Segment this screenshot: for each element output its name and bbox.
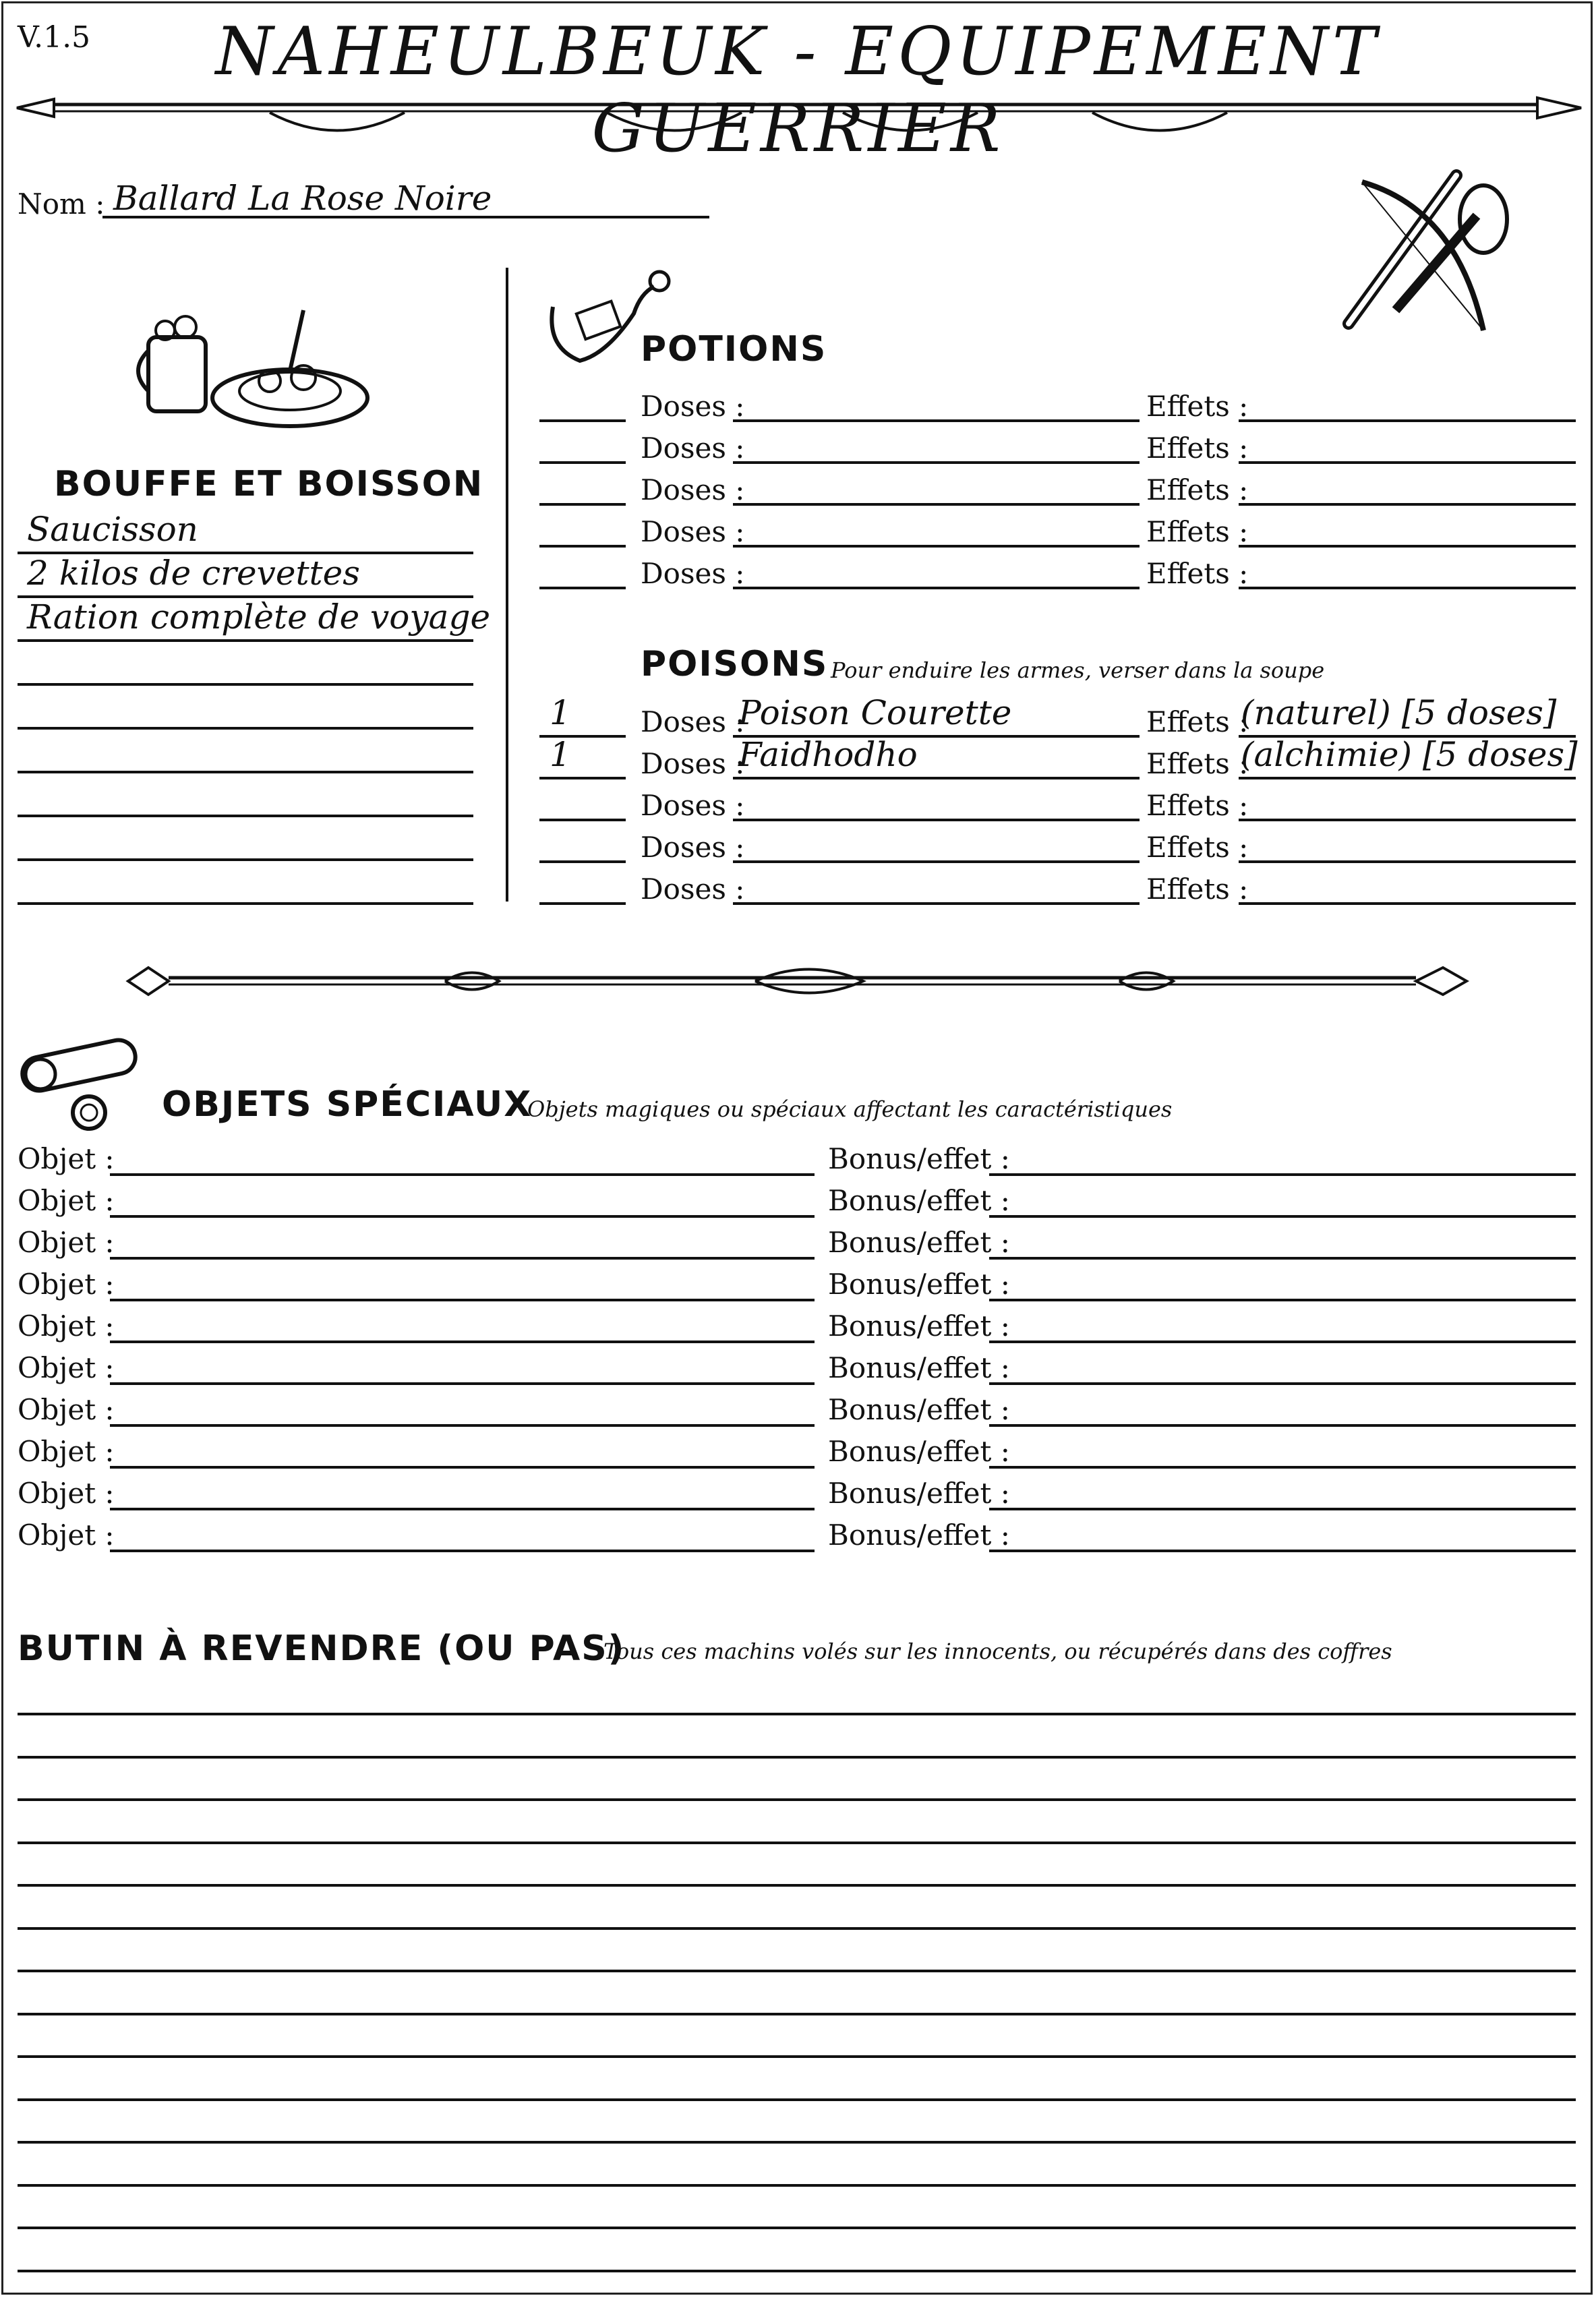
dose-qty[interactable]: 1	[550, 735, 571, 774]
dose-qty-line	[539, 860, 626, 863]
bonus-label: Bonus/effet :	[828, 1226, 1010, 1259]
dose-name-line	[733, 461, 1140, 464]
effets-label: Effets :	[1146, 432, 1249, 465]
butin-line[interactable]	[18, 2141, 1576, 2144]
bonus-line[interactable]	[989, 1466, 1576, 1469]
bonus-line[interactable]	[989, 1257, 1576, 1260]
bouffe-line	[18, 771, 473, 773]
effet-line	[1239, 587, 1576, 589]
page-title: NAHEULBEUK - EQUIPEMENT GUERRIER	[215, 13, 1381, 167]
objet-label: Objet :	[18, 1393, 115, 1426]
objet-label: Objet :	[18, 1477, 115, 1510]
objet-label: Objet :	[18, 1226, 115, 1259]
objet-label: Objet :	[18, 1142, 115, 1175]
doses-label: Doses :	[641, 789, 745, 822]
dose-qty-line	[539, 819, 626, 821]
dose-qty-line	[539, 587, 626, 589]
dose-qty-line	[539, 545, 626, 548]
bonus-label: Bonus/effet :	[828, 1519, 1010, 1552]
dose-qty-line	[539, 777, 626, 779]
bonus-line[interactable]	[989, 1299, 1576, 1301]
effets-label: Effets :	[1146, 873, 1249, 906]
effets-label: Effets :	[1146, 557, 1249, 590]
effets-label: Effets :	[1146, 515, 1249, 548]
objet-label: Objet :	[18, 1268, 115, 1301]
poisons-note: Pour enduire les armes, verser dans la soupe	[831, 657, 1325, 683]
bonus-line[interactable]	[989, 1424, 1576, 1427]
objets-note: Objets magiques ou spéciaux affectant les caractéristiques	[527, 1096, 1173, 1122]
doses-label: Doses :	[641, 473, 745, 506]
bouffe-item[interactable]: Ration complète de voyage	[27, 597, 491, 637]
objet-line[interactable]	[110, 1299, 815, 1301]
objet-line[interactable]	[110, 1466, 815, 1469]
butin-line[interactable]	[18, 2013, 1576, 2015]
effets-label: Effets :	[1146, 789, 1249, 822]
butin-line[interactable]	[18, 2055, 1576, 2058]
effet-line	[1239, 902, 1576, 905]
butin-line[interactable]	[18, 1756, 1576, 1759]
poisons-title: POISONS	[641, 644, 829, 684]
dose-qty-line	[539, 503, 626, 506]
effets-label: Effets :	[1146, 705, 1249, 738]
bonus-line[interactable]	[989, 1382, 1576, 1385]
effets-label: Effets :	[1146, 390, 1249, 423]
doses-label: Doses :	[641, 557, 745, 590]
dose-name-line	[733, 419, 1140, 422]
doses-label: Doses :	[641, 515, 745, 548]
dose-name-line	[733, 777, 1140, 779]
dose-qty-line	[539, 902, 626, 905]
version-label: V.1.5	[18, 20, 91, 55]
doses-label: Doses :	[641, 831, 745, 864]
objet-line[interactable]	[110, 1340, 815, 1343]
bouffe-line	[18, 858, 473, 861]
objet-line[interactable]	[110, 1257, 815, 1260]
bouffe-title: BOUFFE ET BOISSON	[54, 464, 484, 504]
objet-line[interactable]	[110, 1173, 815, 1176]
bonus-label: Bonus/effet :	[828, 1142, 1010, 1175]
butin-line[interactable]	[18, 2227, 1576, 2229]
effet-line	[1239, 819, 1576, 821]
doses-label: Doses :	[641, 873, 745, 906]
butin-title: BUTIN À REVENDRE (OU PAS)	[18, 1628, 626, 1669]
nom-field[interactable]: Ballard La Rose Noire	[113, 179, 492, 218]
doses-label: Doses :	[641, 705, 745, 738]
objet-label: Objet :	[18, 1184, 115, 1217]
weapons-icon	[1322, 155, 1524, 337]
nom-label: Nom :	[18, 187, 105, 220]
bouffe-line	[18, 815, 473, 817]
bonus-label: Bonus/effet :	[828, 1351, 1010, 1384]
dose-name-line	[733, 819, 1140, 821]
doses-label: Doses :	[641, 390, 745, 423]
butin-line[interactable]	[18, 1842, 1576, 1844]
butin-line[interactable]	[18, 1798, 1576, 1801]
doses-label: Doses :	[641, 747, 745, 780]
bouffe-item[interactable]: 2 kilos de crevettes	[27, 554, 360, 593]
dose-name[interactable]: Poison Courette	[738, 693, 1012, 732]
effet-line	[1239, 503, 1576, 506]
objet-label: Objet :	[18, 1351, 115, 1384]
bonus-label: Bonus/effet :	[828, 1184, 1010, 1217]
bonus-line[interactable]	[989, 1215, 1576, 1218]
butin-line[interactable]	[18, 2098, 1576, 2101]
bouffe-line	[18, 683, 473, 686]
objets-title: OBJETS SPÉCIAUX	[162, 1084, 533, 1125]
staff-divider-icon	[121, 958, 1470, 1005]
dose-name-line	[733, 902, 1140, 905]
bonus-label: Bonus/effet :	[828, 1435, 1010, 1468]
bonus-line[interactable]	[989, 1508, 1576, 1510]
objet-label: Objet :	[18, 1519, 115, 1552]
butin-line[interactable]	[18, 1927, 1576, 1930]
bonus-label: Bonus/effet :	[828, 1309, 1010, 1343]
effet-line	[1239, 461, 1576, 464]
bonus-label: Bonus/effet :	[828, 1268, 1010, 1301]
objet-line[interactable]	[110, 1508, 815, 1510]
dose-name[interactable]: Faidhodho	[738, 735, 918, 774]
objet-label: Objet :	[18, 1435, 115, 1468]
doses-label: Doses :	[641, 432, 745, 465]
column-separator	[506, 268, 508, 902]
bouffe-line	[18, 639, 473, 642]
butin-line[interactable]	[18, 2270, 1576, 2272]
scroll-ring-icon	[15, 1028, 156, 1136]
bonus-line[interactable]	[989, 1340, 1576, 1343]
bonus-line[interactable]	[989, 1173, 1576, 1176]
bonus-label: Bonus/effet :	[828, 1393, 1010, 1426]
food-icon	[135, 297, 378, 438]
effet-line	[1239, 419, 1576, 422]
objet-line[interactable]	[110, 1215, 815, 1218]
effets-label: Effets :	[1146, 473, 1249, 506]
dose-name-line	[733, 545, 1140, 548]
objet-line[interactable]	[110, 1382, 815, 1385]
objet-line[interactable]	[110, 1550, 815, 1552]
butin-line[interactable]	[18, 1713, 1576, 1715]
dose-name-line	[733, 587, 1140, 589]
bouffe-line	[18, 902, 473, 905]
dose-qty-line	[539, 419, 626, 422]
dose-name-line	[733, 860, 1140, 863]
bouffe-item[interactable]: Saucisson	[27, 510, 198, 549]
dose-qty-line	[539, 461, 626, 464]
butin-line[interactable]	[18, 1970, 1576, 1972]
effets-label: Effets :	[1146, 831, 1249, 864]
effet-value[interactable]: (alchimie) [5 doses]	[1241, 735, 1578, 774]
effet-value[interactable]: (naturel) [5 doses]	[1241, 693, 1557, 732]
effet-line	[1239, 545, 1576, 548]
sword-divider-icon	[13, 84, 1585, 152]
effet-line	[1239, 777, 1576, 779]
bonus-line[interactable]	[989, 1550, 1576, 1552]
effet-line	[1239, 860, 1576, 863]
butin-note: Tous ces machins volés sur les innocents, ou récupérés dans des coffres	[603, 1639, 1392, 1664]
potions-title: POTIONS	[641, 329, 827, 370]
bonus-label: Bonus/effet :	[828, 1477, 1010, 1510]
dose-qty[interactable]: 1	[550, 693, 571, 732]
effets-label: Effets :	[1146, 747, 1249, 780]
objet-line[interactable]	[110, 1424, 815, 1427]
butin-line[interactable]	[18, 2184, 1576, 2187]
objet-label: Objet :	[18, 1309, 115, 1343]
butin-line[interactable]	[18, 1884, 1576, 1887]
bouffe-line	[18, 727, 473, 730]
dose-name-line	[733, 503, 1140, 506]
